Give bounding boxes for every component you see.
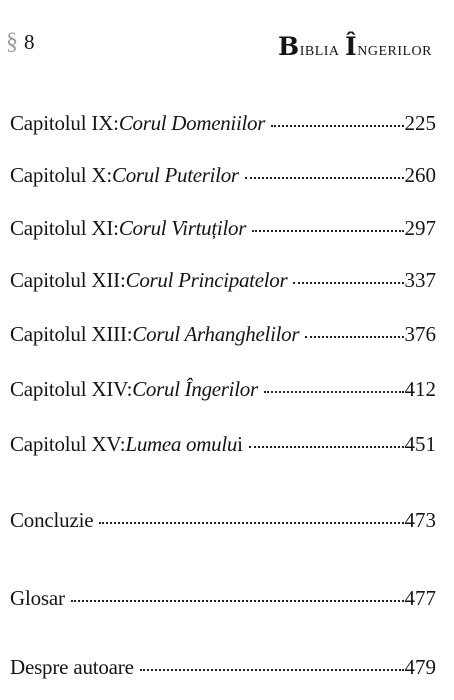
toc-entry-page: 337 [404,268,436,292]
toc-entry-label: Capitolul XV: [10,432,126,456]
toc-entry-label: Despre autoare [10,655,134,679]
toc-entry-label: Glosar [10,586,65,610]
toc-entry-title: Corul Principatelor [125,268,288,292]
dot-leader [293,281,403,284]
toc-entry-title: Corul Îngerilor [132,377,258,401]
toc-entry[interactable] [10,655,436,685]
toc-entry-title: Corul Virtuților [118,216,247,240]
toc-entry-title: Lumea omulu [125,432,238,456]
running-title [278,32,432,61]
toc-entry-page: 477 [404,586,436,610]
toc-entry[interactable] [10,322,436,352]
running-title-word: ngerilor [357,38,432,60]
toc-entry-label: Capitolul XI: [10,216,119,240]
toc-entry[interactable] [10,508,436,538]
toc-entry[interactable] [10,268,436,298]
toc-entry-page: 473 [404,508,436,532]
dot-leader [264,390,404,393]
dot-leader [99,521,403,524]
toc-entry-label: Capitolul IX: [10,111,119,135]
dot-leader [71,599,404,602]
toc-entry-page: 479 [404,655,436,679]
dot-leader [249,445,404,448]
toc-entry-page: 451 [404,432,436,456]
dot-leader [305,335,403,338]
toc-entry-page: 260 [404,163,436,187]
toc-entry-label: Capitolul XII: [10,268,126,292]
dot-leader [245,176,404,179]
toc-entry[interactable] [10,111,436,141]
toc-entry-label: Concluzie [10,508,94,532]
toc-entry-label: Capitolul XIV: [10,377,133,401]
toc-entry[interactable] [10,586,436,616]
toc-entry-page: 376 [404,322,436,346]
toc-entry-title: Corul Arhanghelilor [132,322,300,346]
toc-entry-title-tail: i [237,432,243,456]
running-title-initial: Î [345,32,358,61]
toc-entry[interactable] [10,216,436,246]
page-header [0,28,454,61]
running-title-initial: B [278,32,300,61]
toc-entry[interactable] [10,377,436,407]
toc-entry-page: 297 [404,216,436,240]
toc-entry[interactable] [10,163,436,193]
dot-leader [140,668,404,671]
page-number-block [6,30,35,54]
toc-entry-title: Corul Domeniilor [118,111,266,135]
dot-leader [271,124,403,127]
toc-entry-label: Capitolul X: [10,163,113,187]
running-title-word: iblia [299,38,340,60]
section-sign-icon: § [6,29,18,55]
toc-entry-page: 412 [404,377,436,401]
dot-leader [252,229,403,232]
toc-entry-title: Corul Puterilor [112,163,239,187]
toc-entry-label: Capitolul XIII: [10,322,133,346]
toc-entry-page: 225 [404,111,436,135]
page-number: 8 [24,29,35,54]
toc-entry[interactable] [10,432,436,462]
